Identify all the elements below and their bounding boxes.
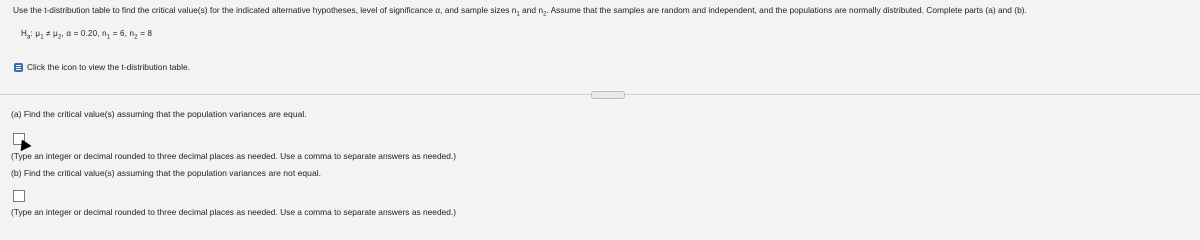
instructions-part: Use the t-distribution table to find the critical value(s) for the indicated alternative hypotheses, level of significance α, and sample sizes n	[13, 5, 517, 15]
divider-drag-handle[interactable]	[591, 91, 625, 99]
part-b-answer-input[interactable]	[13, 190, 25, 202]
hypothesis-part: , α = 0.20, n	[61, 29, 107, 38]
part-a-hint: (Type an integer or decimal rounded to three decimal places as needed. Use a comma to separate answers as needed.)	[11, 151, 457, 161]
n1-subscript: 1	[106, 34, 111, 41]
part-b-hint: (Type an integer or decimal rounded to three decimal places as needed. Use a comma to separate answers as needed.)	[11, 207, 457, 217]
table-icon[interactable]	[14, 63, 23, 72]
instructions-part: . Assume that the samples are random and independent, and the populations are normally distributed. Complete parts (a) and (b).	[546, 5, 1027, 15]
h-symbol: H	[21, 29, 27, 38]
n2-subscript: 2	[543, 11, 547, 18]
hypothesis-part: ≠ μ	[43, 29, 58, 38]
h-subscript: a	[26, 34, 31, 41]
hypothesis-part: = 8	[137, 29, 153, 38]
part-a-question: (a) Find the critical value(s) assuming that the population variances are equal.	[11, 109, 307, 119]
t-table-link[interactable]: Click the icon to view the t-distribution table.	[27, 62, 190, 72]
instructions-text	[13, 5, 1027, 18]
mu1-subscript: 1	[40, 34, 44, 41]
mu2-subscript: 2	[57, 34, 62, 41]
part-b-question: (b) Find the critical value(s) assuming that the population variances are not equal.	[11, 168, 322, 178]
t-table-link-row[interactable]	[14, 62, 190, 72]
n2-subscript: 2	[134, 34, 138, 41]
hypothesis-part: = 6, n	[110, 29, 135, 38]
n1-subscript: 1	[516, 11, 520, 18]
hypothesis-part: : μ	[30, 29, 41, 38]
alternative-hypothesis	[21, 29, 152, 41]
instructions-part: and n	[519, 5, 544, 15]
